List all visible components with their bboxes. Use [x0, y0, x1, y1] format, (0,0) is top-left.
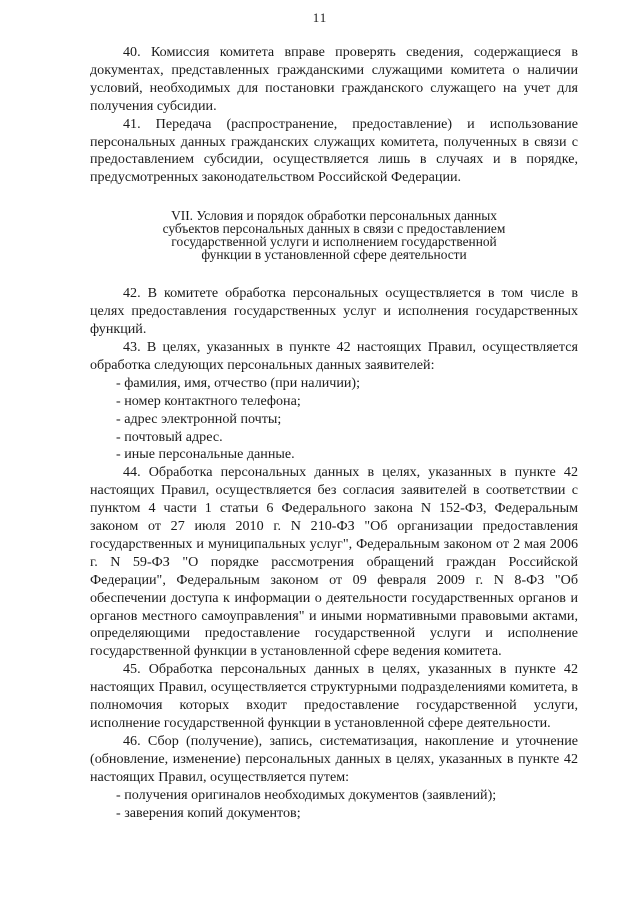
- paragraph-45: 45. Обработка персональных данных в целях, указанных в пункте 42 настоящих Правил, осуществляется структурными подразделениями комитета, в полномочия которых входит предоставление государственной услуги, исполнение государственной функции в установленной сфере деятельности.: [90, 661, 578, 731]
- section-heading: [90, 209, 578, 261]
- list-item: - заверения копий документов;: [116, 804, 301, 821]
- list-item: - почтовый адрес.: [116, 428, 223, 445]
- list-item: - иные персональные данные.: [116, 446, 295, 463]
- list-item: - номер контактного телефона;: [116, 392, 301, 409]
- page-number: 11: [312, 10, 328, 25]
- heading-line: государственной услуги и исполнением государственной: [171, 234, 497, 250]
- document-body: [90, 44, 578, 822]
- paragraph-46: 46. Сбор (получение), запись, систематизация, накопление и уточнение (обновление, изменение) персональных данных в целях, указанных в пункте 42 настоящих Правил, осуществляется путем:: [90, 732, 578, 785]
- paragraph-44: 44. Обработка персональных данных в целях, указанных в пункте 42 настоящих Правил, осуществляется без согласия заявителей в соответствии с пунктом 4 части 1 статьи 6 Федерального закона N 152-ФЗ, Федеральным законом от 27 июля 2010 г. N 210-ФЗ "Об организации предоставления государственных и муниципальных услуг", Федеральным законом от 2 мая 2006 г. N 59-ФЗ "О порядке рассмотрения обращений граждан Российской Федерации", Федеральным законом от 09 февраля 2009 г. N 8-ФЗ "Об обеспечении доступа к информации о деятельности государственных органов и органов местного самоуправления" и иными нормативными правовыми актами, определяющими предоставление государственной услуги и исполнение государственной функции в установленной сфере ведения комитета.: [90, 464, 578, 660]
- heading-line: функции в установленной сфере деятельности: [201, 247, 467, 263]
- paragraph-41: 41. Передача (распространение, предоставление) и использование персональных данных гражданских служащих комитета, полученных в связи с предоставлением субсидии, осуществляется лишь в случаях и в порядке, предусмотренных законодательством Российской Федерации.: [90, 115, 578, 186]
- heading-line: субъектов персональных данных в связи с предоставлением: [162, 221, 506, 237]
- list-item: - получения оригиналов необходимых документов (заявлений);: [116, 786, 497, 803]
- paragraph-40: 40. Комиссия комитета вправе проверять сведения, содержащиеся в документах, представленных гражданскими служащими комитета о наличии условий, необходимых для постановки гражданского служащего на учет для получения субсидии.: [90, 44, 578, 114]
- list-item: - фамилия, имя, отчество (при наличии);: [116, 374, 361, 391]
- paragraph-42: 42. В комитете обработка персональных осуществляется в том числе в целях предоставления государственных услуг и исполнения государственных функций.: [90, 285, 578, 338]
- paragraph-43: 43. В целях, указанных в пункте 42 настоящих Правил, осуществляется обработка следующих персональных данных заявителей:: [90, 338, 578, 373]
- heading-line: VII. Условия и порядок обработки персональных данных: [171, 208, 497, 224]
- list-item: - адрес электронной почты;: [116, 410, 282, 427]
